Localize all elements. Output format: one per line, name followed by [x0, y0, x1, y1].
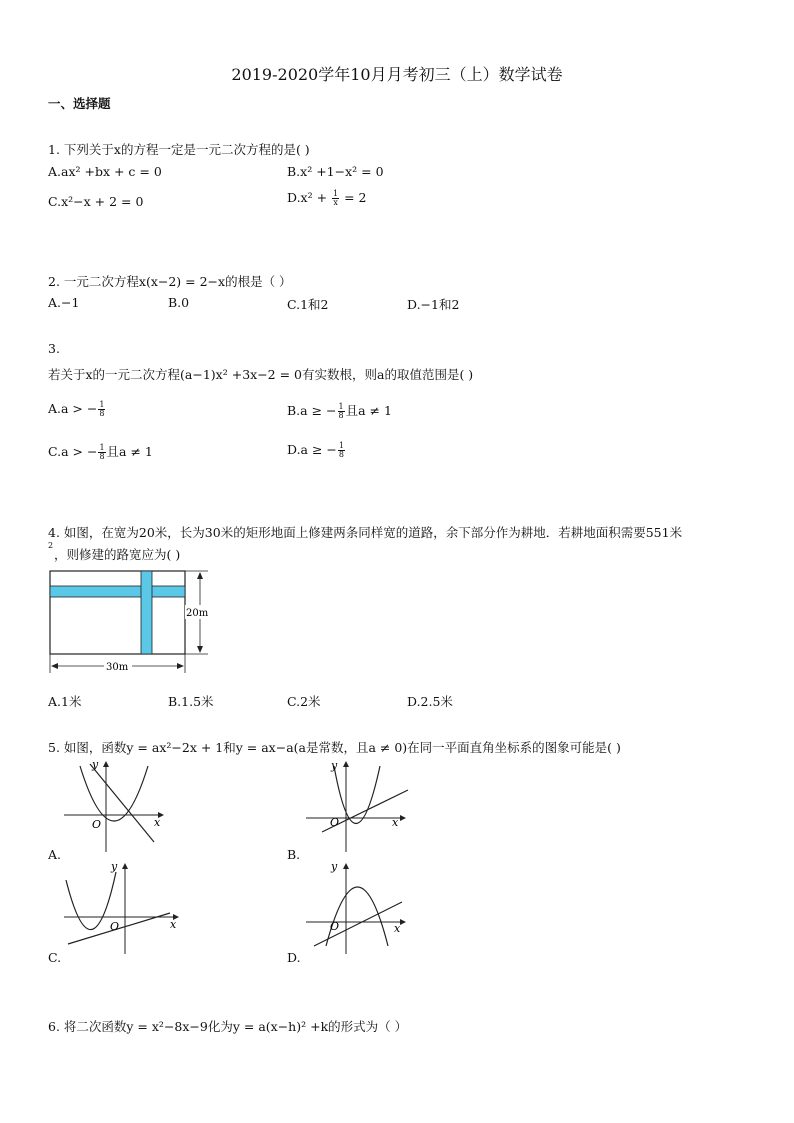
field-rect: [50, 571, 185, 654]
q4-option-c: C.2米: [287, 694, 321, 709]
graph-b: [300, 756, 415, 856]
origin-label: O: [92, 818, 102, 831]
y-axis-arrow-icon: [122, 863, 128, 869]
q2-option-a: A.−1: [48, 295, 80, 310]
question-3-number: 3.: [48, 341, 60, 356]
y-label: y: [111, 860, 118, 873]
question-1-stem: 1. 下列关于x的方程一定是一元二次方程的是( ): [48, 142, 310, 157]
horizontal-road: [50, 586, 185, 597]
question-6-stem: 6. 将二次函数y = x²−8x−9化为y = a(x−h)² +k的形式为（ ）: [48, 1019, 408, 1034]
q1-option-b: B.x² +1−x² = 0: [287, 164, 384, 179]
arrow-up-icon: [197, 572, 203, 579]
graph-d: [300, 858, 415, 958]
x-label: x: [392, 816, 399, 829]
graph-a: [58, 756, 168, 856]
q3-option-d: D.a ≥ − $\frac{1}{8}$: [287, 441, 344, 459]
q2-option-b: B.0: [168, 295, 190, 310]
vertical-road: [141, 571, 152, 654]
q5-option-b: B.: [287, 847, 301, 862]
question-4-stem-line2: ，则修建的路宽应为( ): [54, 547, 181, 562]
x-label: x: [154, 816, 161, 829]
y-axis-arrow-icon: [343, 863, 349, 869]
arrow-down-icon: [197, 646, 203, 653]
arrow-left-icon: [51, 663, 58, 669]
y-axis-arrow-icon: [343, 761, 349, 767]
q2-option-d: D.−1和2: [407, 297, 460, 312]
origin-label: O: [330, 816, 340, 829]
q5-option-c: C.: [48, 950, 62, 965]
q1-option-a: A.ax² +bx + c = 0: [48, 164, 162, 179]
y-label: y: [331, 759, 338, 772]
question-4-superscript: 2: [48, 541, 54, 550]
x-axis-arrow-icon: [400, 815, 406, 821]
parabola: [326, 887, 388, 946]
graph-c: [58, 858, 188, 958]
x-axis-arrow-icon: [400, 919, 406, 925]
q5-option-a: A.: [48, 847, 62, 862]
section-heading: 一、选择题: [48, 96, 111, 111]
y-label: y: [92, 758, 99, 771]
q3-option-a: A.a > − $\frac{1}{8}$: [48, 400, 105, 418]
origin-label: O: [110, 920, 120, 933]
q3-option-c: C.a > − $\frac{1}{8}$ 且a ≠ 1: [48, 443, 153, 461]
question-5-stem: 5. 如图，函数y = ax²−2x + 1和y = ax−a(a是常数，且a ≠ 0)在同一平面直角坐标系的图象可能是( ): [48, 740, 621, 755]
q1-option-c: C.x²−x + 2 = 0: [48, 194, 144, 209]
question-3-stem: 若关于x的一元二次方程(a−1)x² +3x−2 = 0有实数根，则a的取值范围是( ): [48, 367, 474, 382]
q2-option-c: C.1和2: [287, 297, 329, 312]
road-diagram: [44, 565, 214, 675]
length-label: 30m: [106, 662, 129, 673]
y-label: y: [331, 860, 338, 873]
page-title: 2019-2020学年10月月考初三（上）数学试卷: [231, 65, 563, 84]
line: [314, 902, 402, 946]
width-label: 20m: [186, 608, 209, 619]
x-label: x: [394, 922, 401, 935]
parabola: [66, 872, 116, 930]
q1-option-d: D.x² + $\frac{1}{x}$ = 2: [287, 189, 367, 207]
question-2-stem: 2. 一元二次方程x(x−2) = 2−x的根是（ ）: [48, 274, 292, 289]
q4-option-b: B.1.5米: [168, 694, 214, 709]
q3-option-b: B.a ≥ − $\frac{1}{8}$ 且a ≠ 1: [287, 402, 392, 420]
q4-option-d: D.2.5米: [407, 694, 453, 709]
arrow-right-icon: [177, 663, 184, 669]
y-axis-arrow-icon: [103, 761, 109, 767]
origin-label: O: [330, 920, 340, 933]
q4-option-a: A.1米: [48, 694, 82, 709]
x-label: x: [170, 918, 177, 931]
q5-option-d: D.: [287, 950, 301, 965]
question-4-stem-line1: 4. 如图，在宽为20米，长为30米的矩形地面上修建两条同样宽的道路，余下部分作为耕地．若耕地面积需要551米: [48, 525, 683, 540]
